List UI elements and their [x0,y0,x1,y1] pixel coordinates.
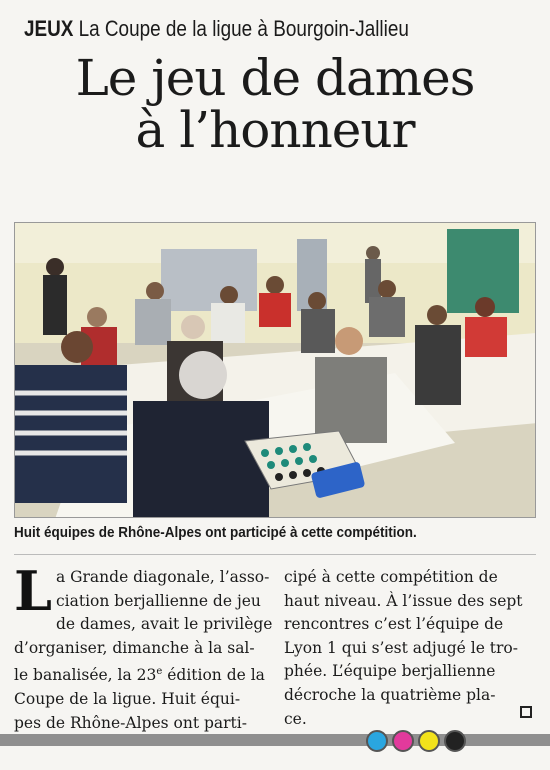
body-line: décroche la quatrième pla- [284,685,496,704]
body-line: Lyon 1 qui s’est adjugé le tro- [284,638,518,657]
body-line: de dames, avait le privilège [55,615,273,634]
body-line: cipé à cette compétition de [284,568,498,586]
article-column-2 [284,566,538,731]
caption-divider [14,554,536,555]
body-line: rencontres c’est l’équipe de [284,615,504,634]
body-line: le banalisée, la 23e édition de la [14,666,265,685]
photo-illustration [15,223,536,518]
body-line: a Grande diagonale, l’asso- [55,568,270,586]
magenta-registration-dot [392,730,414,752]
kicker-text: La Coupe de la ligue à Bourgoin-Jallieu [78,16,409,41]
body-line: ciation berjallienne de jeu [55,591,261,610]
headline-line-1: Le jeu de dames [75,49,475,107]
article-photo [14,222,536,518]
photo-caption: Huit équipes de Rhône-Alpes ont participé à cette compétition. [14,524,417,541]
body-line: ce. [284,709,307,728]
yellow-registration-dot [418,730,440,752]
body-line: haut niveau. À l’issue des sept [284,591,523,610]
article-column-1 [14,559,276,735]
article-kicker [24,14,463,44]
drop-cap: L [14,559,52,623]
body-line: d’organiser, dimanche à la sal- [14,638,255,657]
body-line: phée. L’équipe berjallienne [284,662,496,681]
body-line: pes de Rhône-Alpes ont parti- [14,713,247,732]
end-of-article-mark [520,706,532,718]
headline [0,49,550,159]
headline-line-2: à l’honneur [135,101,415,159]
print-registration-marks [366,730,466,752]
body-line: Coupe de la ligue. Huit équi- [14,690,241,709]
page-bottom-bar [0,734,550,746]
black-registration-dot [444,730,466,752]
section-tag: JEUX [24,16,74,41]
cyan-registration-dot [366,730,388,752]
